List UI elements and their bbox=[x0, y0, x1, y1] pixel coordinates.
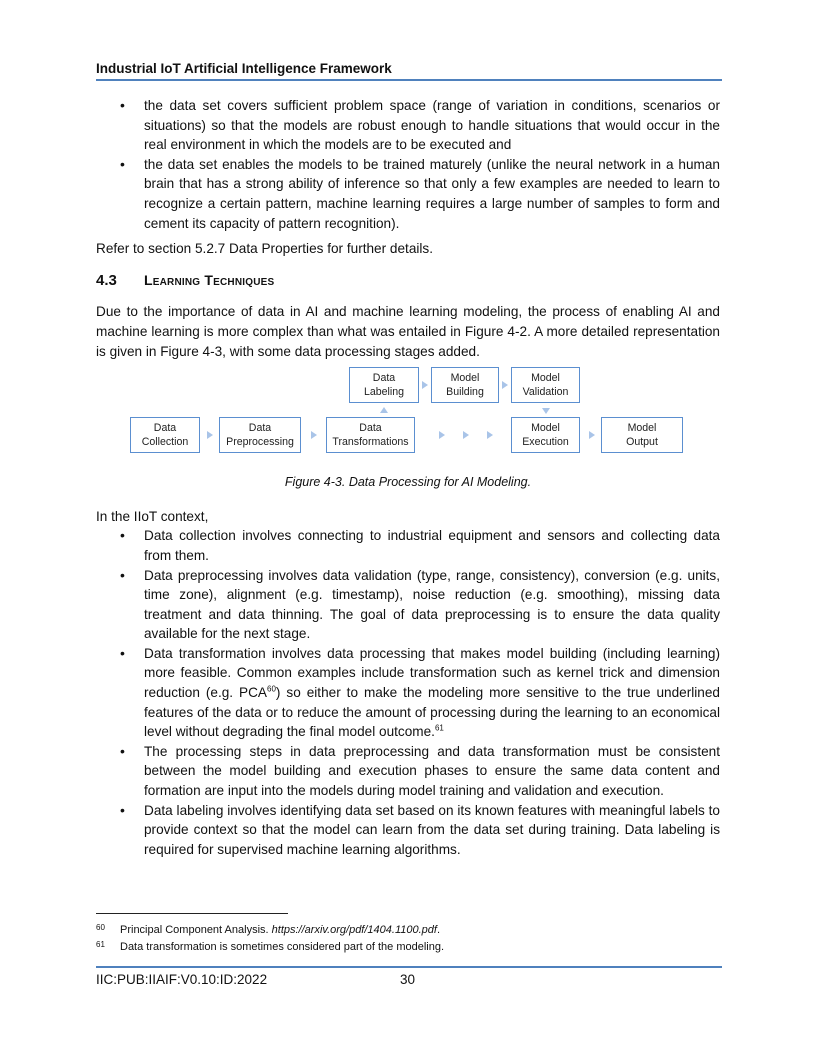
list-item: • Data transformation involves data processing that makes model building (including learning) more feasible. Common examples include transformation such as kernel trick and dimension reduction (e.g. PCA$^{60}$) so either to make the modeling more sensitive to the true underlined features of the data or to reduce the amount of processing during the learning to an economical level without degrading the final model outcome.$^{61}$ bbox=[120, 644, 720, 740]
box-data-labeling: Data Labeling bbox=[349, 367, 419, 403]
arrow-up-icon bbox=[380, 407, 388, 413]
list-item: • Data collection involves connecting to industrial equipment and sensors and collecting data from them. bbox=[120, 527, 720, 563]
running-header: Industrial IoT Artificial Intelligence Framework bbox=[96, 61, 392, 76]
process-diagram bbox=[96, 367, 720, 469]
box-data-transformations: Data Transformations bbox=[326, 417, 415, 453]
section-number: 4.3 bbox=[96, 271, 117, 289]
box-data-preprocessing: Data Preprocessing bbox=[219, 417, 301, 453]
arrow-right-icon bbox=[439, 431, 445, 439]
header-rule bbox=[96, 79, 722, 81]
list-item: • Data preprocessing involves data validation (type, range, consistency), conversion (e.g. units, time zone), alignment (e.g. timestamp), noise reduction (e.g. smoothing), missing data treatment and data thinning. The goal of data preprocessing is to ensure the data quality available for the next stage. bbox=[120, 566, 720, 642]
footnote-rule bbox=[96, 913, 288, 914]
footnote-link[interactable]: https://arxiv.org/pdf/1404.1100.pdf bbox=[271, 924, 437, 936]
bullet-icon: • bbox=[120, 155, 125, 172]
intro-bullet-list bbox=[96, 96, 720, 233]
context-bullet-list bbox=[96, 526, 720, 859]
bullet-icon: • bbox=[120, 644, 125, 661]
footnote: 60 Principal Component Analysis. https://arxiv.org/pdf/1404.1100.pdf. bbox=[96, 923, 441, 936]
arrow-down-icon bbox=[542, 408, 550, 414]
arrow-right-icon bbox=[207, 431, 213, 439]
section-title: Learning Techniques bbox=[144, 271, 275, 288]
list-item: • Data labeling involves identifying data set based on its known features with meaningful labels to provide context so that the model can learn from the data set during training. Data labeling is required for supervised machine learning algorithms. bbox=[120, 801, 720, 857]
list-item: • the data set enables the models to be trained maturely (unlike the neural network in a human brain that has a strong ability of inference so that only a few examples are needed to learn to recognize a certain pattern, machine learning requires a large number of samples to form and cement its capacity of pattern recognition). bbox=[120, 155, 720, 231]
section-heading bbox=[96, 271, 720, 291]
box-model-validation: Model Validation bbox=[511, 367, 580, 403]
arrow-right-icon bbox=[589, 431, 595, 439]
page-number: 30 bbox=[400, 972, 416, 987]
figure-caption: Figure 4-3. Data Processing for AI Modeling. bbox=[284, 475, 532, 490]
refer-paragraph: Refer to section 5.2.7 Data Properties for further details. bbox=[96, 241, 433, 257]
bullet-icon: • bbox=[120, 801, 125, 818]
arrow-right-icon bbox=[463, 431, 469, 439]
list-item: • The processing steps in data preprocessing and data transformation must be consistent between the model building and execution phases to ensure the same data content and formation are input into the models during model training and validation and execution. bbox=[120, 742, 720, 799]
section-paragraph: Due to the importance of data in AI and machine learning modeling, the process of enabling AI and machine learning is more complex than what was entailed in Figure 4-2. A more detailed representation is given in Figure 4-3, with some data processing stages added. bbox=[96, 304, 720, 359]
footnote-ref-61[interactable]: 61 bbox=[434, 723, 444, 733]
bullet-icon: • bbox=[120, 527, 125, 544]
footnotes bbox=[96, 922, 720, 956]
footnote: 61 Data transformation is sometimes considered part of the modeling. bbox=[96, 940, 445, 953]
context-intro: In the IIoT context, bbox=[96, 508, 209, 524]
arrow-right-icon bbox=[502, 381, 508, 389]
bullet-icon: • bbox=[120, 97, 125, 113]
footer-rule bbox=[96, 966, 722, 968]
box-model-execution: Model Execution bbox=[511, 417, 580, 453]
box-model-building: Model Building bbox=[431, 367, 499, 403]
list-item: • the data set covers sufficient problem space (range of variation in conditions, scenarios or situations) so that the models are robust enough to handle situations that would occur in the real environment in which the models are to be executed and bbox=[120, 97, 720, 153]
arrow-right-icon bbox=[487, 431, 493, 439]
bullet-icon: • bbox=[120, 566, 125, 583]
footnote-ref-60[interactable]: 60 bbox=[267, 684, 276, 694]
arrow-right-icon bbox=[422, 381, 428, 389]
box-model-output: Model Output bbox=[601, 417, 683, 453]
bullet-icon: • bbox=[120, 742, 125, 759]
box-data-collection: Data Collection bbox=[130, 417, 200, 453]
arrow-right-icon bbox=[311, 431, 317, 439]
page-body bbox=[96, 96, 720, 859]
document-id: IIC:PUB:IIAIF:V0.10:ID:2022 bbox=[96, 972, 268, 987]
